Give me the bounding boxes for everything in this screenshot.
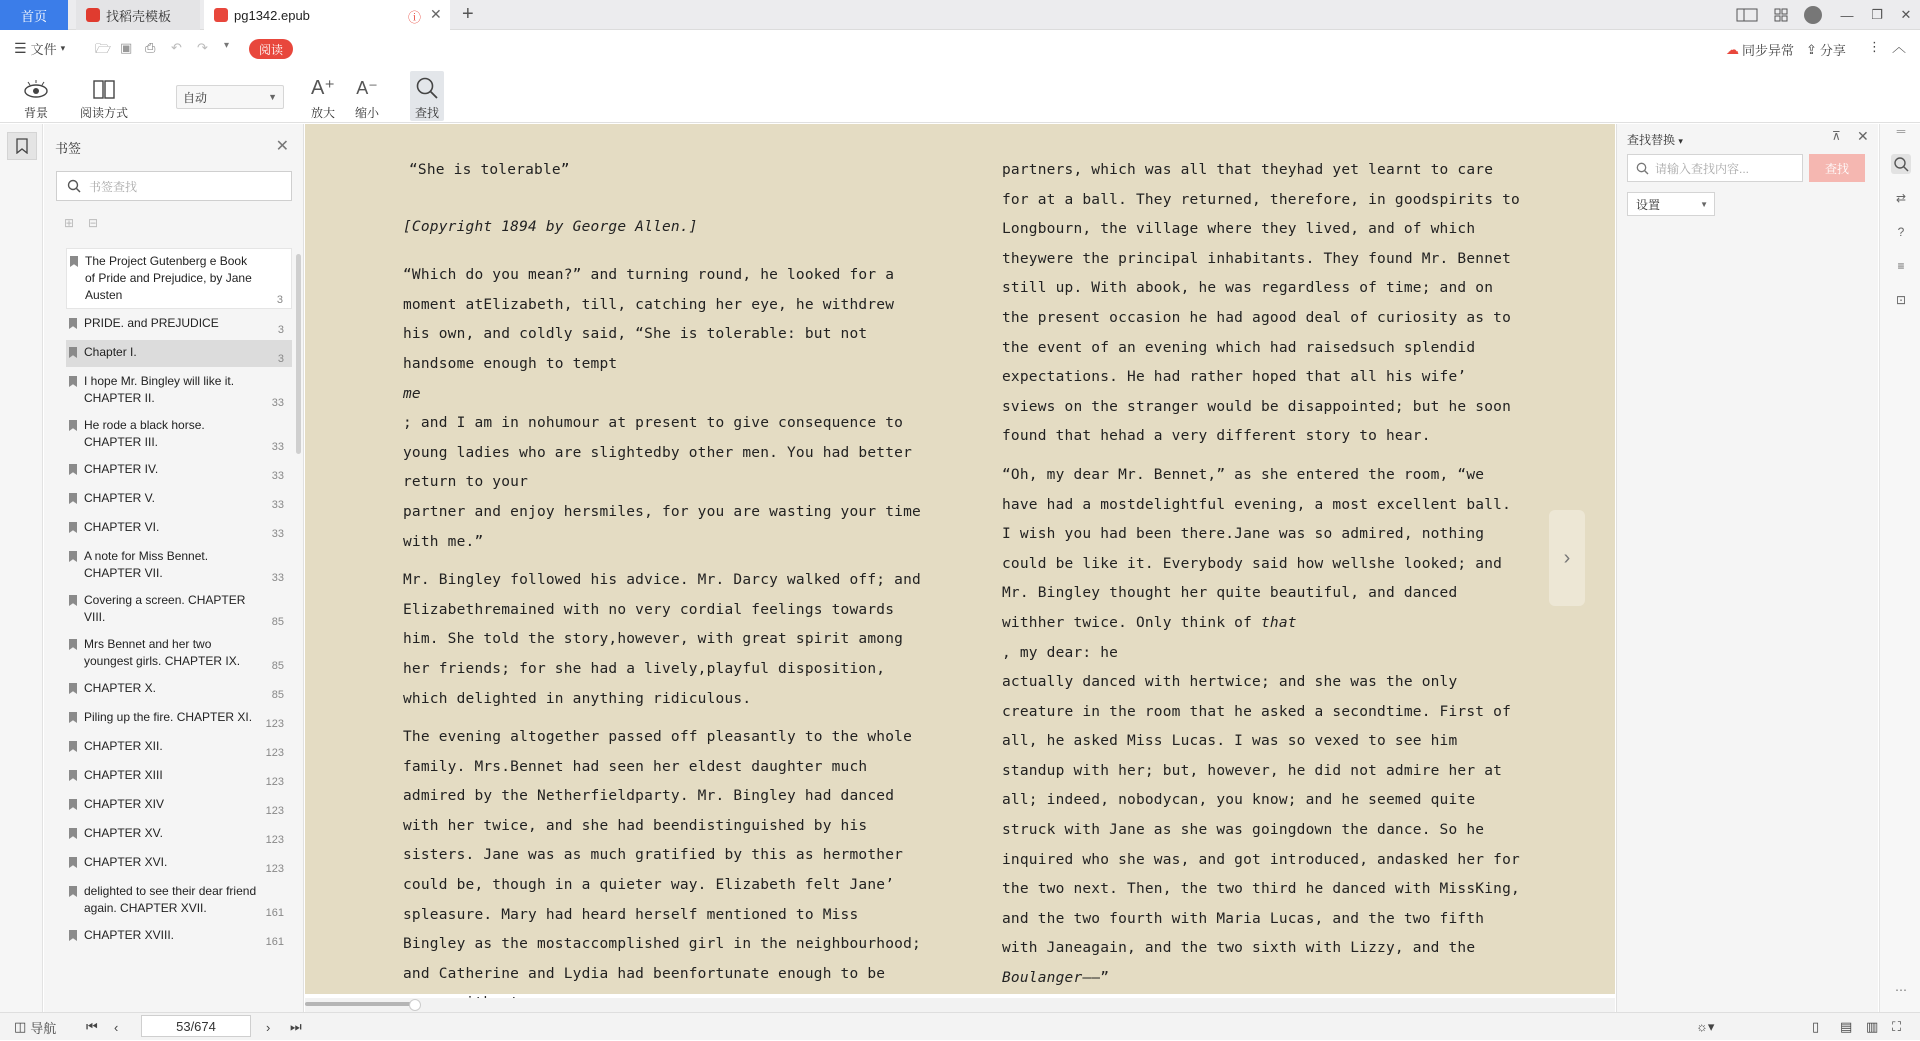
find-input[interactable] <box>1627 154 1803 182</box>
tab-template-label: 找稻壳模板 <box>106 8 172 24</box>
bookmark-flag-icon <box>69 930 77 941</box>
bookmark-rail-button[interactable] <box>7 132 37 160</box>
tab-bar <box>0 0 1920 30</box>
more-horizontal-icon[interactable]: ═ <box>1896 124 1906 138</box>
right-rail <box>1879 124 1920 1012</box>
bookmark-item-label: CHAPTER XV. <box>84 826 163 840</box>
paragraph: actually danced with hertwice; and she was the only creature in the room that he asked a secondtime. First of all, he asked Miss Lucas. I was so vexed to see him standup with her; but, however, he did not admire her at all; indeed, nobodycan, you know; and he seemed quite struck with Jane as she was goingdown the dance. So he inquired who she was, and got introduced, andasked her for the two next. Then, the two third he danced with MissKing, and the two fourth with Maria Lucas, and the two fifth with Janeagain, and the two sixth with Lizzy, and the Boulanger——” <box>1002 674 1520 987</box>
nav-label: 导航 <box>30 1020 57 1036</box>
more-options-icon[interactable]: ⋯ <box>1895 983 1907 997</box>
paragraph: “Oh, my dear Mr. Bennet,” as she entered the room, “we have had a mostdelightful evening, a most excellent ball. I wish you had been there.Jane was so admired, nothing could be like it. Everybody said how wellshe looked; and Mr. Bingley thought her quite beautiful, and danced withher twice. Only think of that <box>1002 466 1511 631</box>
paragraph: The evening altogether passed off pleasantly to the whole family. Mrs.Bennet had seen her eldest daughter much admired by the Netherfieldparty. Mr. Bingley had danced with her twice, and she had beendistinguished by his sisters. Jane was as much gratified by this as hermother could be, though in a quieter way. Elizabeth felt Jane’ spleasure. Mary had heard herself mentioned to Miss Bingley as the mostaccomplished girl in the neighbourhood; and Catherine and Lydia had beenfortunate enough to be <box>403 729 921 982</box>
eye-protection-icon[interactable]: ☼▾ <box>1696 1019 1715 1034</box>
bookmark-item-page: 161 <box>265 936 284 948</box>
bookmark-item-page: 3 <box>276 294 283 306</box>
bookmark-flag-icon <box>69 595 77 606</box>
bookmark-item[interactable] <box>66 457 292 484</box>
tab-epub[interactable] <box>204 0 450 30</box>
restore-icon[interactable]: ❐ <box>1871 7 1883 22</box>
close-window-icon[interactable]: ✕ <box>1900 7 1912 22</box>
bookmark-item-page: 3 <box>277 324 284 336</box>
progress-bar <box>305 1002 413 1006</box>
hamburger-icon: ☰ <box>14 40 27 56</box>
bookmark-item[interactable] <box>66 369 292 411</box>
tab-template[interactable] <box>76 0 200 30</box>
chevron-right-icon: › <box>1563 546 1571 569</box>
bookmark-item-page: 123 <box>265 863 284 875</box>
progress-knob[interactable] <box>409 999 421 1011</box>
chevron-down-icon: ▼ <box>1700 199 1708 209</box>
bookmark-flag-icon <box>70 256 78 267</box>
customize-icon[interactable]: ▾ <box>224 40 230 51</box>
file-menu[interactable] <box>14 39 65 58</box>
nav-panel-icon: ◫ <box>14 1019 27 1034</box>
bookmark-item-page: 33 <box>271 528 284 540</box>
font-increase-icon: A⁺ <box>311 77 335 99</box>
bookmark-item-page: 33 <box>271 572 284 584</box>
sliders-icon[interactable]: ≡ <box>1897 259 1905 273</box>
font-decrease-icon: A⁻ <box>356 78 378 98</box>
paragraph: Mr. Bingley followed his advice. Mr. Darcy walked off; and Elizabethremained with no very cordial feelings towards him. She told the story,however, with great spirit among her friends; for she had a lively,playful disposition, which delighted in anything ridiculous. <box>403 572 921 707</box>
status-bar <box>0 1012 1920 1040</box>
paragraph: “Which do you mean?” and turning round, he looked for a moment atElizabeth, till, catching her eye, he withdrew his own, and coldly said, “She is tolerable: but not handsome enough to tempt <box>403 267 895 372</box>
bookmark-flag-icon <box>69 347 77 358</box>
new-tab-icon[interactable]: + <box>462 3 474 25</box>
next-page-button[interactable] <box>1549 510 1585 606</box>
bookmark-item-page: 123 <box>265 805 284 817</box>
find-label: 查找 <box>414 106 439 120</box>
search-icon <box>1636 162 1649 175</box>
bookmark-item-page: 123 <box>265 718 284 730</box>
save-icon[interactable]: ▣ <box>120 40 133 55</box>
background-label: 背景 <box>23 106 48 120</box>
read-button[interactable] <box>249 39 293 59</box>
bookmark-item[interactable] <box>66 248 292 309</box>
bookmark-item[interactable] <box>66 763 292 790</box>
bookmark-options-icon[interactable]: ⊟ <box>88 216 99 230</box>
paragraph: partners, which was all that theyhad yet learnt to care for at a ball. They returned, therefore, in goodspirits to Longbourn, the village where they lived, and of which theywere the principal inhabitants. They found Mr. Bennet still up. With abook, he was regardless of time; and on the present occasion he had agood deal of curiosity as to the event of an evening which had raisedsuch splendid expectations. He had rather hoped that all his wife’ sviews on the stranger would be disappointed; but he soon found that hehad a very different story to hear. <box>1002 162 1520 445</box>
bookmark-flag-icon <box>69 639 77 650</box>
tab-epub-label: pg1342.epub <box>234 7 310 23</box>
epub-file-icon <box>214 8 228 22</box>
last-page-icon[interactable]: ⏭ <box>290 1019 302 1034</box>
left-rail <box>0 124 43 1012</box>
bookmark-item-page: 3 <box>277 353 284 365</box>
continuous-page-icon[interactable]: ▤ <box>1840 1019 1853 1034</box>
bookmark-item[interactable] <box>66 486 292 513</box>
paragraph: partner and enjoy hersmiles, for you are wasting your time with me.” <box>403 503 921 550</box>
bookmark-item[interactable] <box>66 515 292 542</box>
bookmark-item[interactable] <box>66 632 292 674</box>
zoom-in-button[interactable] <box>306 71 340 121</box>
bookmark-item-page: 161 <box>265 907 284 919</box>
add-bookmark-icon[interactable]: ⊞ <box>64 216 75 230</box>
bookmark-item[interactable] <box>66 879 292 921</box>
bookmark-item-label: Covering a screen. CHAPTER VIII. <box>84 593 246 624</box>
bookmark-item[interactable] <box>66 311 292 338</box>
share-button[interactable] <box>1806 40 1846 59</box>
share-icon: ⇪ <box>1806 41 1817 57</box>
right-page-column <box>1002 156 1522 1041</box>
bookmark-item-page: 33 <box>271 397 284 409</box>
settings-select[interactable] <box>1627 192 1715 216</box>
bookmark-item-label: A note for Miss Bennet. CHAPTER VII. <box>84 549 209 580</box>
bookmark-item-label: Chapter I. <box>84 345 137 359</box>
paragraph: [Copyright 1894 by George Allen.] <box>403 218 698 235</box>
share-label: 分享 <box>1819 43 1846 58</box>
read-mode-label: 阅读方式 <box>79 106 128 120</box>
book-icon <box>92 78 116 100</box>
bookmark-flag-icon <box>69 799 77 810</box>
nav-toggle[interactable] <box>14 1017 56 1037</box>
bookmark-flag-icon <box>69 712 77 723</box>
bookmark-item-label: Piling up the fire. CHAPTER XI. <box>84 710 253 724</box>
page-number-field[interactable] <box>141 1015 251 1037</box>
bookmark-flag-icon <box>69 828 77 839</box>
reading-progress-slider[interactable] <box>305 998 1615 1012</box>
find-submit-label: 查找 <box>1824 161 1849 176</box>
bookmark-icon <box>16 138 28 154</box>
file-menu-label: 文件 <box>30 42 57 57</box>
bookmark-item-label: CHAPTER XII. <box>84 739 163 753</box>
bookmark-item-label: CHAPTER V. <box>84 491 155 505</box>
bookmark-item-page: 123 <box>265 834 284 846</box>
double-page-icon[interactable]: ▥ <box>1866 1019 1879 1034</box>
read-mode-button[interactable] <box>72 71 136 121</box>
cloud-warning-icon: ☁ <box>1726 41 1739 57</box>
single-page-icon[interactable]: ▯ <box>1812 1019 1820 1034</box>
bookmark-item-label: delighted to see their dear friend again. CHAPTER XVII. <box>84 884 257 915</box>
bookmark-flag-icon <box>69 741 77 752</box>
bookmark-item-label: CHAPTER XVI. <box>84 855 168 869</box>
close-icon[interactable]: ✕ <box>1857 128 1869 144</box>
open-icon[interactable]: 🗁 <box>95 41 112 56</box>
avatar[interactable] <box>1800 0 1826 30</box>
bookmark-item-label: I hope Mr. Bingley will like it. CHAPTER II. <box>84 374 235 405</box>
redo-icon[interactable]: ↷ <box>197 40 208 55</box>
bookmark-item[interactable] <box>66 705 292 732</box>
bookmark-flag-icon <box>69 770 77 781</box>
left-page-column <box>403 156 923 1028</box>
bookmark-item-page: 85 <box>271 660 284 672</box>
docer-logo-icon <box>86 8 100 22</box>
find-button[interactable] <box>410 71 444 121</box>
bookmark-item[interactable] <box>66 923 292 950</box>
chevron-down-icon: ▼ <box>268 92 277 102</box>
bookmark-item-page: 33 <box>271 470 284 482</box>
bookmark-item-label: The Project Gutenberg e Book of Pride and Prejudice, by Jane Austen <box>85 254 252 302</box>
background-button[interactable] <box>16 71 56 121</box>
ribbon <box>0 67 1920 123</box>
translate-icon[interactable]: ⇄ <box>1895 191 1907 205</box>
chevron-down-icon: ▾ <box>60 43 66 53</box>
print-icon[interactable]: ⎙ <box>145 40 156 55</box>
page-number-value: 53/674 <box>176 1018 216 1034</box>
fullscreen-icon[interactable]: ⛶ <box>1892 1019 1902 1034</box>
bookmark-panel-title: 书签 <box>55 141 82 156</box>
auto-select[interactable] <box>176 85 284 109</box>
settings-label: 设置 <box>1636 197 1661 212</box>
bookmark-flag-icon <box>69 420 77 431</box>
bookmark-item-label: CHAPTER XVIII. <box>84 928 175 942</box>
bookmark-item-page: 85 <box>271 616 284 628</box>
layout-icon[interactable] <box>1732 0 1762 30</box>
bookmark-flag-icon <box>69 522 77 533</box>
close-icon[interactable]: ✕ <box>275 138 289 155</box>
undo-icon[interactable]: ↶ <box>171 40 182 55</box>
eye-icon <box>23 78 49 100</box>
bookmark-item-page: 33 <box>271 441 284 453</box>
bookmark-panel <box>44 124 304 1012</box>
bookmark-item-label: PRIDE. and PREJUDICE <box>84 316 219 330</box>
paragraph: ; and I am in nohumour at present to give consequence to young ladies who are slightedby other men. You had better return to your <box>403 415 912 491</box>
bookmark-item-page: 123 <box>265 747 284 759</box>
bookmark-item[interactable] <box>66 676 292 703</box>
paragraph: “She is tolerable” <box>409 162 570 178</box>
bookmark-flag-icon <box>69 464 77 475</box>
bookmark-scrollbar[interactable] <box>296 254 301 454</box>
bookmark-flag-icon <box>69 886 77 897</box>
warning-icon[interactable]: ⓘ <box>408 10 422 25</box>
sync-status-label: 同步异常 <box>1742 43 1795 58</box>
bookmark-list <box>66 248 292 1012</box>
bookmark-item-label: Mrs Bennet and her two youngest girls. CHAPTER IX. <box>84 637 241 668</box>
bookmark-item-label: CHAPTER X. <box>84 681 157 695</box>
more-icon[interactable]: ⋮ <box>1868 39 1881 54</box>
bookmark-item-label: He rode a black horse. CHAPTER III. <box>84 418 205 449</box>
minimize-icon[interactable]: — <box>1840 7 1854 23</box>
sync-status[interactable] <box>1726 40 1794 59</box>
bookmark-item-page: 85 <box>271 689 284 701</box>
read-button-label: 阅读 <box>258 42 283 57</box>
bookmark-item[interactable] <box>66 734 292 761</box>
find-submit-button[interactable] <box>1809 154 1865 182</box>
bookmark-item-page: 33 <box>271 499 284 511</box>
bookmark-item-label: CHAPTER IV. <box>84 462 159 476</box>
zoom-in-label: 放大 <box>310 106 335 120</box>
bookmark-flag-icon <box>69 857 77 868</box>
bookmark-item[interactable] <box>66 340 292 367</box>
bookmark-item[interactable] <box>66 850 292 877</box>
pin-icon[interactable]: ⊼ <box>1832 129 1841 143</box>
auto-select-value: 自动 <box>183 90 208 105</box>
tab-home-label: 首页 <box>20 8 47 24</box>
zoom-out-label: 缩小 <box>354 106 379 120</box>
search-replace-icon[interactable] <box>1891 154 1911 174</box>
help-icon[interactable]: ? <box>1897 225 1905 239</box>
bookmark-search-input[interactable] <box>56 171 292 201</box>
bookmark-flag-icon <box>69 318 77 329</box>
collapse-ribbon-icon[interactable]: ︿ <box>1892 39 1906 55</box>
bookmark-item[interactable] <box>66 588 292 630</box>
prev-page-icon[interactable]: ‹ <box>114 1019 119 1035</box>
map-book-icon[interactable]: ⊡ <box>1895 293 1907 307</box>
tab-home[interactable] <box>0 0 68 30</box>
grid-icon[interactable] <box>1768 0 1794 30</box>
bookmark-item-label: CHAPTER VI. <box>84 520 160 534</box>
bookmark-item[interactable] <box>66 413 292 455</box>
bookmark-flag-icon <box>69 551 77 562</box>
first-page-icon[interactable]: ⏮ <box>86 1019 98 1034</box>
bookmark-item-page: 123 <box>265 776 284 788</box>
bookmark-search-placeholder: 书签查找 <box>89 179 138 194</box>
bookmark-flag-icon <box>69 493 77 504</box>
bookmark-flag-icon <box>69 376 77 387</box>
find-panel-title[interactable]: 查找替换 ▾ <box>1627 133 1683 147</box>
bookmark-flag-icon <box>69 683 77 694</box>
bookmark-item-label: CHAPTER XIV <box>84 797 165 811</box>
search-icon <box>415 76 439 100</box>
paragraph: , my dear: he <box>1002 644 1119 661</box>
paragraph: me <box>403 385 421 402</box>
find-replace-panel <box>1616 124 1878 1012</box>
next-page-icon[interactable]: › <box>266 1019 271 1035</box>
bookmark-item[interactable] <box>66 821 292 848</box>
bookmark-item[interactable] <box>66 792 292 819</box>
bookmark-item-label: CHAPTER XIII <box>84 768 163 782</box>
find-input-placeholder: 请输入查找内容... <box>1655 161 1750 176</box>
close-tab-icon[interactable]: ✕ <box>430 6 442 22</box>
reading-area <box>305 124 1615 994</box>
zoom-out-button[interactable] <box>350 71 384 121</box>
search-icon <box>67 179 81 193</box>
quick-toolbar <box>0 31 1920 67</box>
bookmark-item[interactable] <box>66 544 292 586</box>
